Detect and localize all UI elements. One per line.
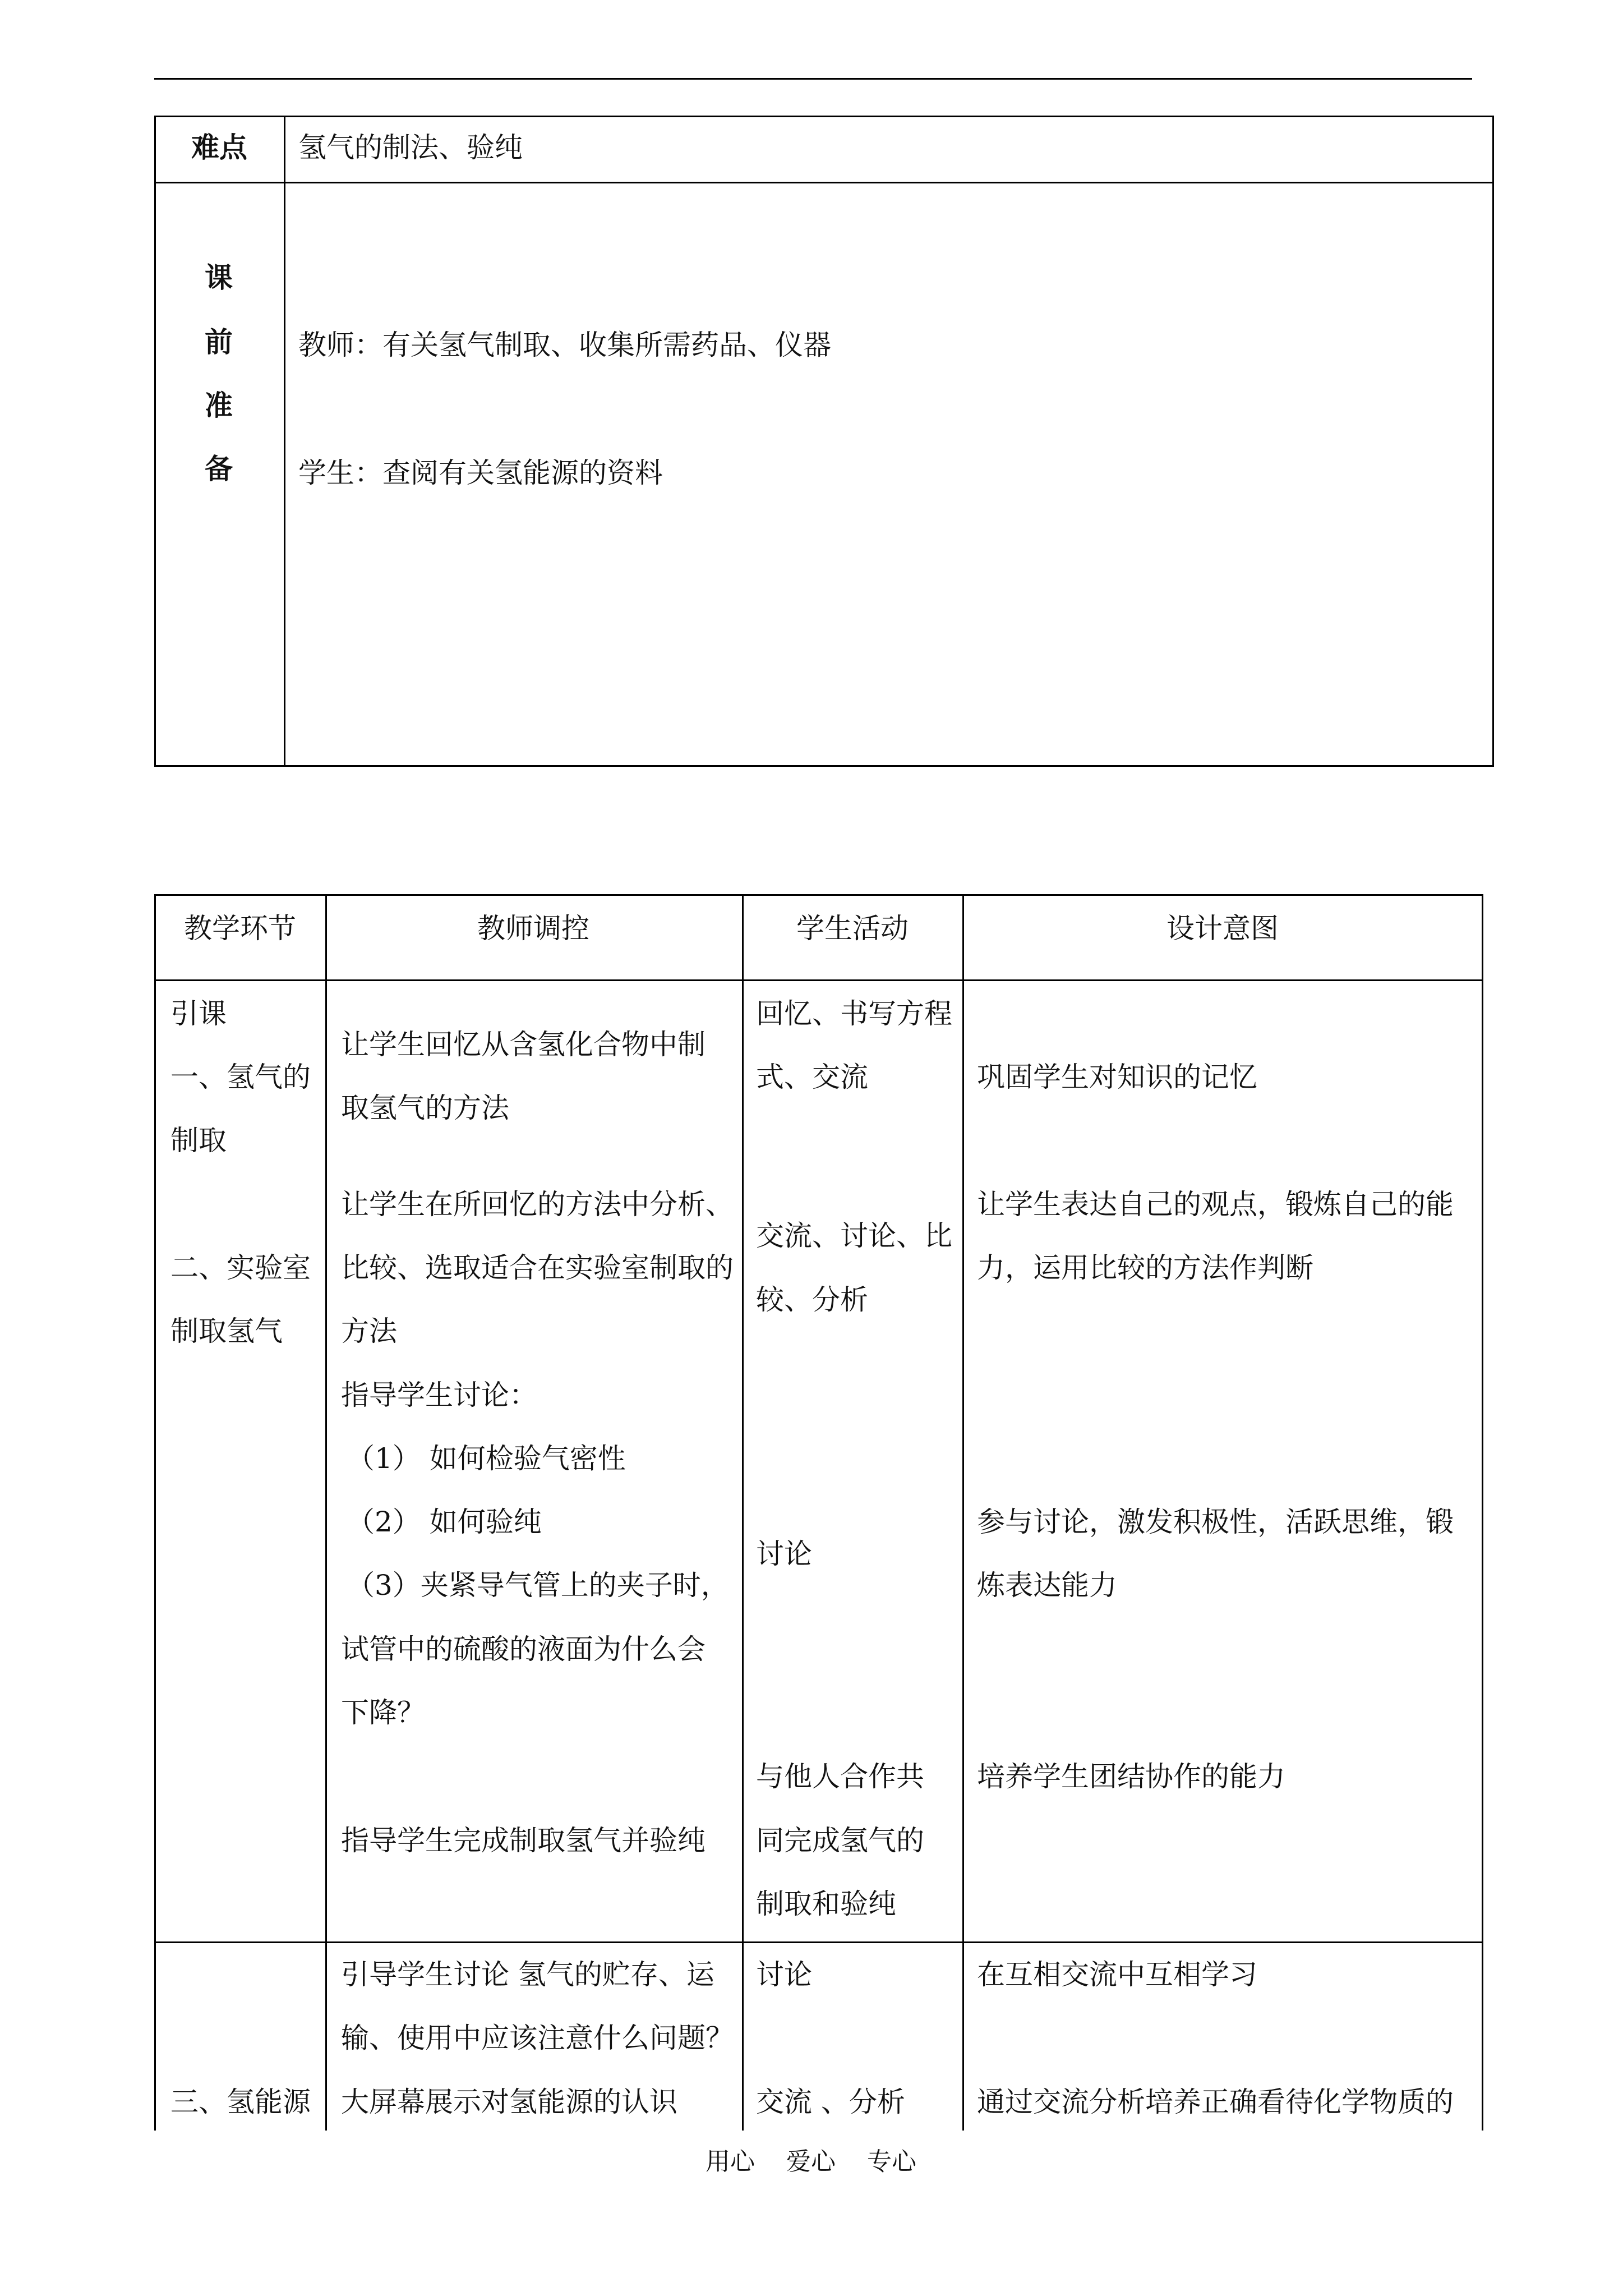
teacher-line: 引导学生讨论 氢气的贮存、运 — [341, 1958, 714, 1991]
intent-line: 通过交流分析培养正确看待化学物质的 — [977, 2086, 1454, 2118]
teacher-line: 比较、选取适合在实验室制取的 — [341, 1251, 734, 1284]
teacher-line: 指导学生完成制取氢气并验纯 — [341, 1824, 706, 1857]
prep-label-char: 准 — [205, 389, 233, 422]
intent-line: 炼表达能力 — [977, 1569, 1117, 1602]
teacher-line: 下降？ — [341, 1696, 425, 1729]
teacher-line: （2） 如何验纯 — [347, 1506, 542, 1538]
intent-line: 参与讨论，激发积极性，活跃思维，锻 — [977, 1506, 1454, 1538]
student-line: 交流、讨论、比 — [756, 1220, 952, 1252]
stage-hydrogen-prep-2: 制取 — [170, 1124, 227, 1157]
intent-line: 让学生表达自己的观点，锻炼自己的能 — [977, 1188, 1454, 1221]
prep-label-char: 前 — [205, 325, 233, 358]
stage-lab-prep-2: 制取氢气 — [170, 1315, 283, 1347]
stage-lab-prep-1: 二、实验室 — [170, 1251, 311, 1284]
teacher-line: 方法 — [341, 1315, 397, 1347]
teacher-line: 指导学生讨论： — [341, 1379, 537, 1411]
intent-line: 力，运用比较的方法作判断 — [977, 1251, 1313, 1284]
prep-label-char: 备 — [205, 452, 233, 485]
student-line: 制取和验纯 — [756, 1888, 896, 1920]
teacher-line: （1） 如何检验气密性 — [347, 1442, 626, 1475]
student-line: 式、交流 — [756, 1061, 868, 1093]
teacher-line: 输、使用中应该注意什么问题？ — [341, 2022, 734, 2054]
student-line: 交流 、分析 — [756, 2086, 905, 2118]
teacher-line: 让学生在所回忆的方法中分析、 — [341, 1188, 734, 1221]
header-rule — [154, 78, 1472, 80]
student-line: 同完成氢气的 — [756, 1824, 924, 1857]
student-line: 回忆、书写方程 — [756, 997, 952, 1030]
student-line: 较、分析 — [756, 1283, 868, 1316]
student-line: 与他人合作共 — [756, 1760, 924, 1793]
header-teacher-control: 教师调控 — [477, 912, 589, 945]
prep-line-student: 学生：查阅有关氢能源的资料 — [298, 457, 663, 489]
header-teaching-stage: 教学环节 — [184, 912, 296, 945]
intent-line: 在互相交流中互相学习 — [977, 1958, 1257, 1991]
intent-line: 培养学生团结协作的能力 — [977, 1760, 1285, 1793]
teacher-line: （3）夹紧导气管上的夹子时， — [347, 1569, 729, 1602]
difficulty-label: 难点 — [191, 131, 247, 164]
page-footer: 用心 爱心 专心 — [706, 2147, 916, 2176]
prep-label-char: 课 — [205, 261, 233, 294]
header-design-intent: 设计意图 — [1166, 912, 1279, 945]
stage-hydrogen-energy: 三、氢能源 — [170, 2086, 311, 2118]
stage-hydrogen-prep-1: 一、氢气的 — [170, 1061, 311, 1093]
intent-line: 巩固学生对知识的记忆 — [977, 1061, 1257, 1093]
prep-line-teacher: 教师：有关氢气制取、收集所需药品、仪器 — [298, 329, 831, 361]
teacher-line: 试管中的硫酸的液面为什么会 — [341, 1633, 706, 1665]
difficulty-text: 氢气的制法、验纯 — [298, 131, 523, 164]
teacher-line: 让学生回忆从含氢化合物中制 — [341, 1028, 706, 1061]
student-line: 讨论 — [756, 1538, 812, 1570]
student-line: 讨论 — [756, 1958, 812, 1991]
teacher-line: 取氢气的方法 — [341, 1092, 509, 1124]
teacher-line: 大屏幕展示对氢能源的认识 — [341, 2086, 677, 2118]
header-student-activity: 学生活动 — [796, 912, 909, 945]
stage-intro: 引课 — [170, 997, 227, 1030]
